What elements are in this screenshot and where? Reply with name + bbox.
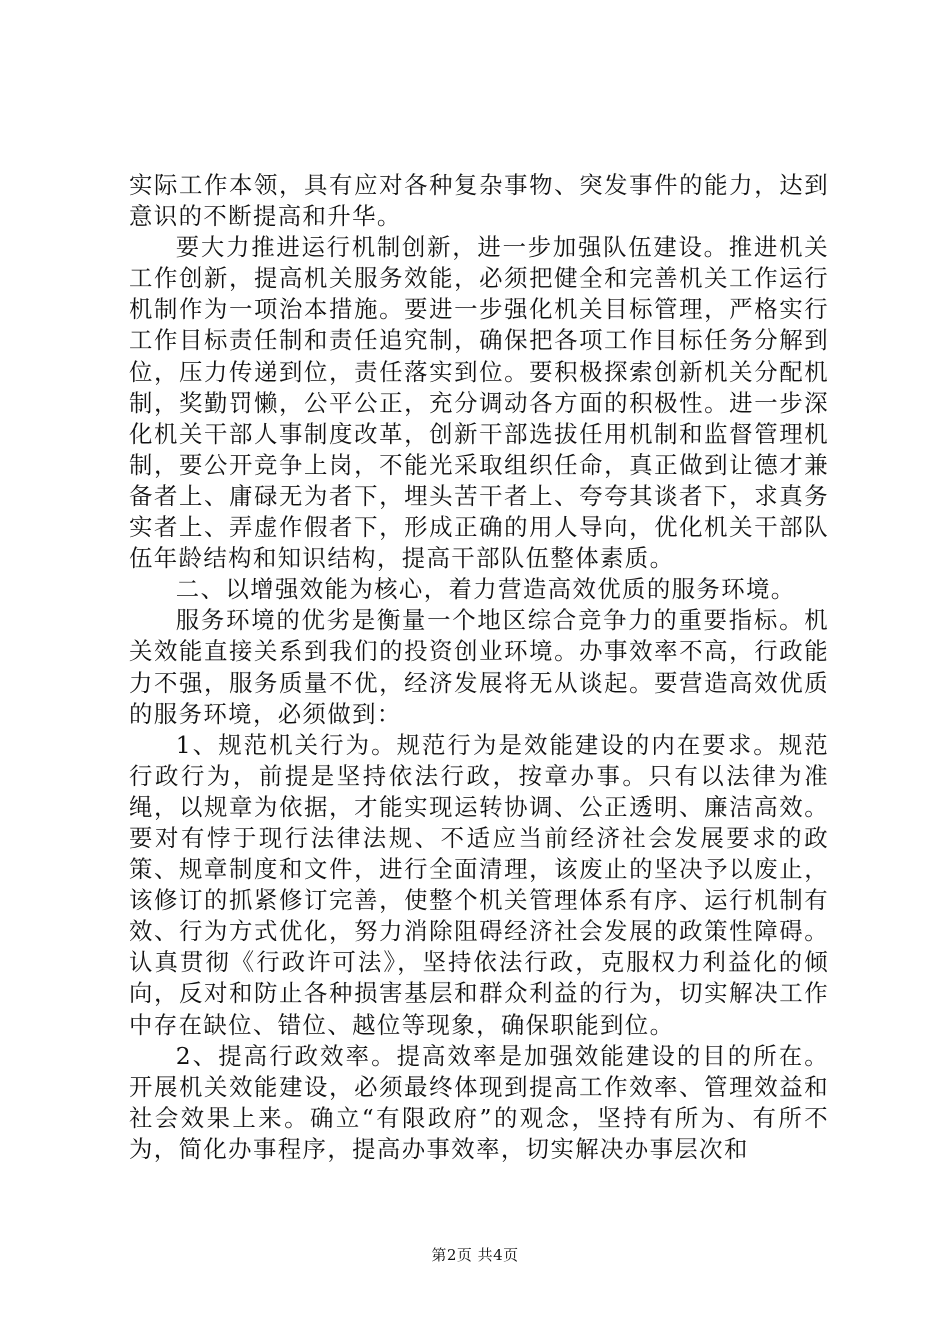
section-heading: 二、以增强效能为核心，着力营造高效优质的服务环境。 [175,575,796,604]
paragraph-1: 实际工作本领，具有应对各种复杂事物、突发事件的能力，达到意识的不断提高和升华。 [129,171,829,231]
paragraph-2: 要大力推进运行机制创新，进一步加强队伍建设。推进机关工作创新，提高机关服务效能，必须把健全和完善机关工作运行机制作为一项治本措施。要进一步强化机关目标管理，严格实行工作目标责任制和责任追究制，确保把各项工作目标任务分解到位，压力传递到位，责任落实到位。要积极探索创新机关分配机制，奖勤罚懒，公平公正，充分调动各方面的积极性。进一步深化机关干部人事制度改革，创新干部选拔任用机制和监督管理机制，要公开竞争上岗，不能光采取组织任命，真正做到让德才兼备者上、庸碌无为者下，埋头苦干者上、夸夸其谈者下，求真务实者上、弄虚作假者下，形成正确的用人导向，优化机关干部队伍年龄结构和知识结构，提高干部队伍整体素质。 [129,233,829,573]
paragraph-4: 1、规范机关行为。规范行为是效能建设的内在要求。规范行政行为，前提是坚持依法行政，按章办事。只有以法律为准绳，以规章为依据，才能实现运转协调、公正透明、廉洁高效。要对有悖于现行法律法规、不适应当前经济社会发展要求的政策、规章制度和文件，进行全面清理，该废止的坚决予以废止，该修订的抓紧修订完善，使整个机关管理体系有序、运行机制有效、行为方式优化，努力消除阻碍经济社会发展的政策性障碍。认真贯彻《行政许可法》，坚持依法行政，克服权力利益化的倾向，反对和防止各种损害基层和群众利益的行为，切实解决工作中存在缺位、错位、越位等现象，确保职能到位。 [129,730,829,1039]
paragraph-3: 服务环境的优劣是衡量一个地区综合竞争力的重要指标。机关效能直接关系到我们的投资创业环境。办事效率不高，行政能力不强，服务质量不优，经济发展将无从谈起。要营造高效优质的服务环境，必须做到： [129,606,829,728]
paragraph-5: 2、提高行政效率。提高效率是加强效能建设的目的所在。开展机关效能建设，必须最终体现到提高工作效率、管理效益和社会效果上来。确立“有限政府”的观念，坚持有所为、有所不为，简化办事程序，提高办事效率，切实解决办事层次和 [129,1041,829,1163]
document-body [129,170,829,1165]
page-footer: 第2页 共4页 [431,1246,519,1264]
